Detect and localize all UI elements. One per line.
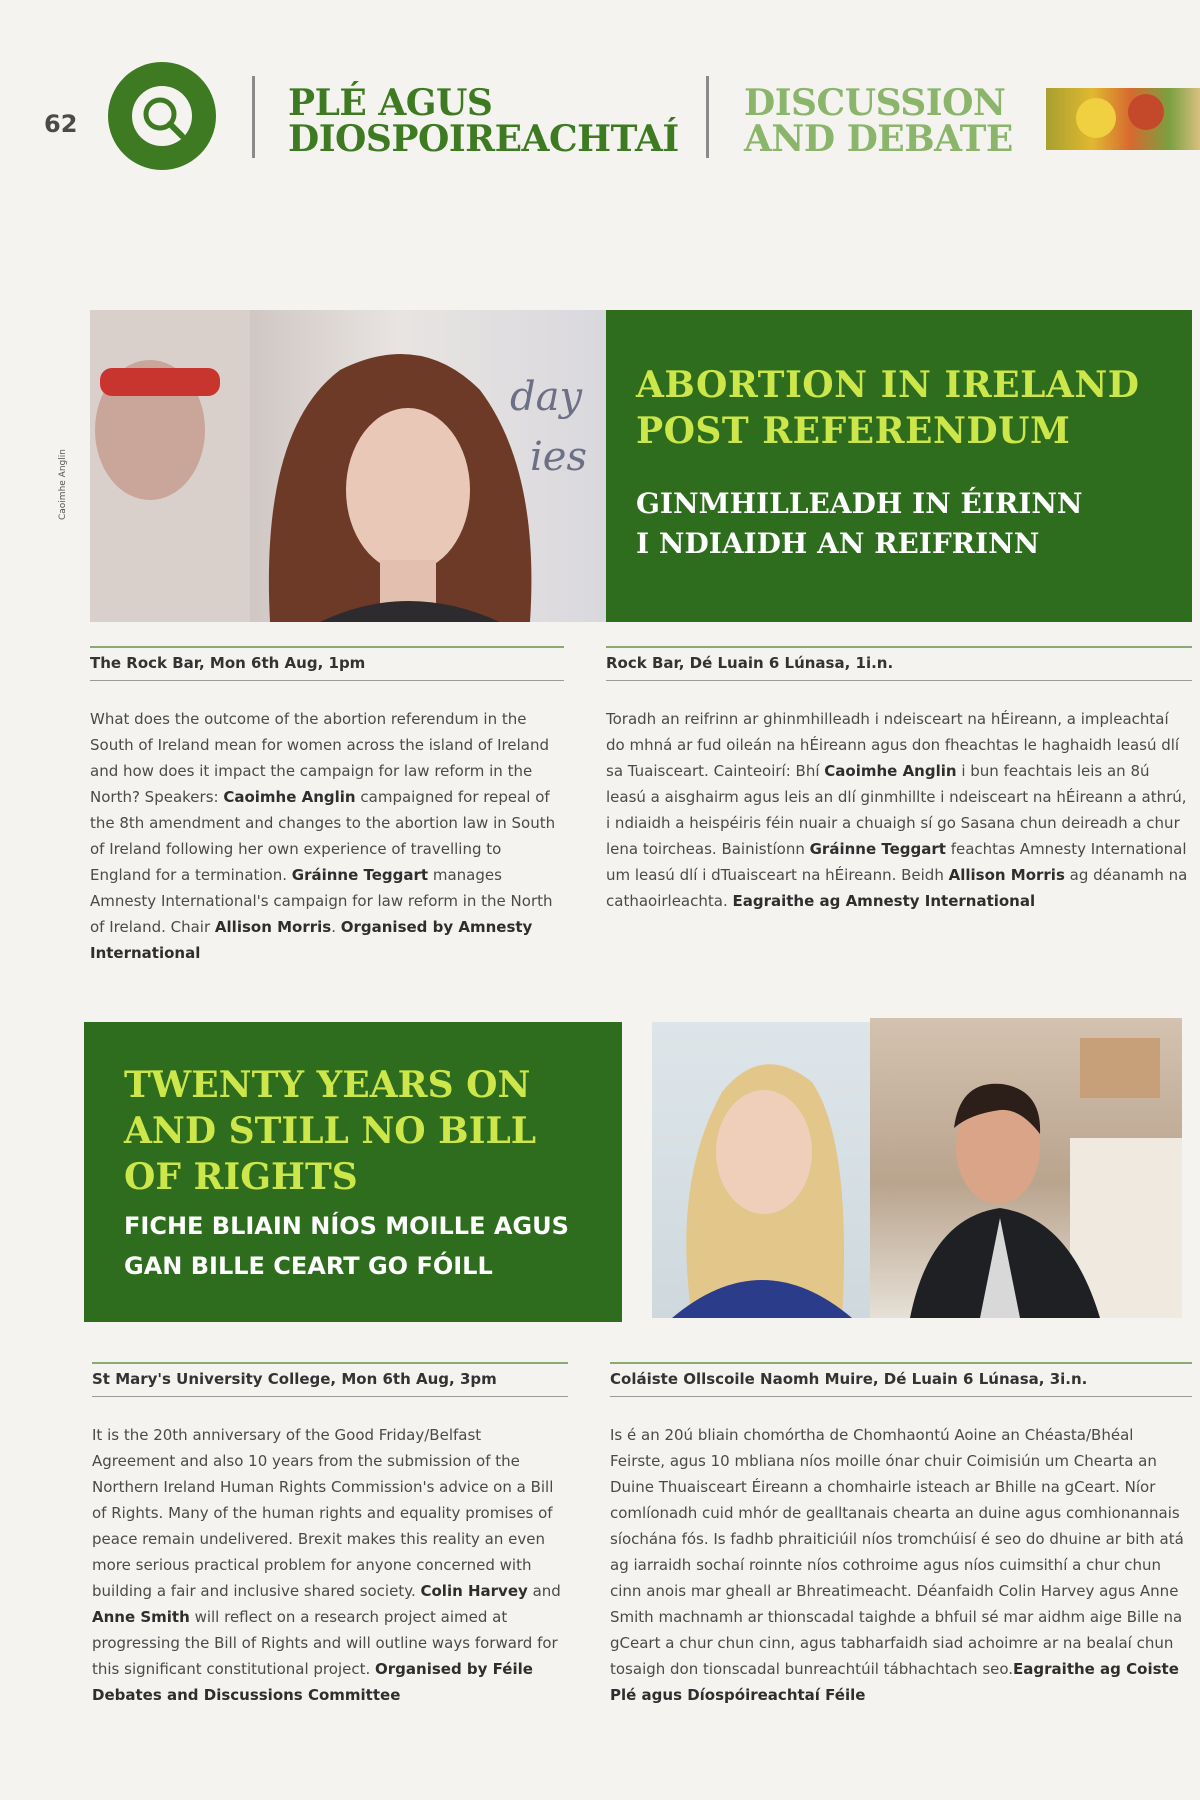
event2-description-irish: Is é an 20ú bliain chomórtha de Chomhaontú Aoine an Chéasta/Bhéal Feirste, agus 10 mbliana níos moille ónar chuir Coimisiún um Chearta an Duine Thuaisceart Éireann a chomhairle isteach ar Bhille na gCeart. Níor comlíonadh cuid mhór de gealltanais chearta an duine agus comhionannais síochána fós. Is fadhb phraiticiúil níos tromchúisí é seo do dhuine ar bith atá ag iarraidh sochaí roinnte níos cothroime agus níos cuimsithí a chur chun cinn anois mar gheall ar Bhreatimeacht. Déanfaidh Colin Harvey agus Anne Smith machnamh ar thionscadal taighde a bhfuil sé mar aidhm aige Bille na gCeart a chur chun cinn, agus tabharfaidh siad achoimre ar na bealaí chun tosaigh don tionscadal bunreachtúil tábhachtach seo.Eagraithe ag Coiste Plé agus Díospóireachtaí Féile xyxy=(610,1426,1184,1704)
event1-title-english: ABORTION IN IRELAND POST REFERENDUM xyxy=(636,364,1140,452)
event2-venue-irish: Coláiste Ollscoile Naomh Muire, Dé Luain 6 Lúnasa, 3i.n. xyxy=(610,1370,1088,1388)
svg-text:ies: ies xyxy=(530,434,587,480)
divider xyxy=(606,646,1192,648)
event2-title-english: TWENTY YEARS ON AND STILL NO BILL OF RIGHTS xyxy=(124,1064,537,1198)
photo-credit: Caoimhe Anglin xyxy=(58,449,68,520)
divider xyxy=(606,680,1192,681)
header-divider xyxy=(706,76,709,158)
section-title-irish: PLÉ AGUS DIOSPOIREACHTAÍ xyxy=(288,82,679,160)
event2-description-english: It is the 20th anniversary of the Good Friday/Belfast Agreement and also 10 years from the submission of the Northern Ireland Human Rights Commission's advice on a Bill of Rights. Many of the human rights and equality promises of peace remain undelivered. Brexit makes this reality an even more serious practical problem for anyone concerned with building a fair and inclusive shared society. Colin Harvey and Anne Smith will reflect on a research project aimed at progressing the Bill of Rights and will outline ways forward for this significant constitutional project. Organised by Féile Debates and Discussions Committee xyxy=(92,1426,561,1704)
event1-description-english: What does the outcome of the abortion referendum in the South of Ireland mean for women across the island of Ireland and how does it impact the campaign for law reform in the North? Speakers: Caoimhe Anglin campaigned for repeal of the 8th amendment and changes to the abortion law in South of Ireland following her own experience of travelling to England for a termination. Gráinne Teggart manages Amnesty International's campaign for law reform in the North of Ireland. Chair Allison Morris. Organised by Amnesty International xyxy=(90,710,556,962)
header-divider xyxy=(252,76,255,158)
header-photo-strip xyxy=(1046,88,1200,150)
event1-title-banner xyxy=(606,310,1192,622)
event1-title-irish: GINMHILLEADH IN ÉIRINN I NDIAIDH AN REIFRINN xyxy=(636,487,1083,560)
event1-description-irish: Toradh an reifrinn ar ghinmhilleadh i ndeisceart na hÉireann, a impleachtaí do mhná ar fud oileán na hÉireann agus don fheachtas le haghaidh leasú dlí sa Tuaisceart. Cainteoirí: Bhí Caoimhe Anglin i bun feachtais leis an 8ú leasú a aisghairm agus leis an dlí ginmhillte i ndeisceart na hÉireann a athrú, i ndiaidh a heispéiris féin nuair a chuaigh sí go Sasana chun deireadh a chur lena toircheas. Bainistíonn Gráinne Teggart feachtas Amnesty International um leasú dlí i dTuaisceart na hÉireann. Beidh Allison Morris ag déanamh na cathaoirleachta. Eagraithe ag Amnesty International xyxy=(606,710,1188,910)
divider xyxy=(92,1396,568,1397)
divider xyxy=(90,680,564,681)
speaker-photo-anne-smith xyxy=(652,1022,870,1318)
speaker-photo-caoimhe-anglin xyxy=(90,310,606,622)
event2-title-banner xyxy=(84,1022,622,1322)
divider xyxy=(90,646,564,648)
section-title-english: DISCUSSION AND DEBATE xyxy=(744,82,1013,160)
discussion-logo-icon xyxy=(108,62,216,170)
event2-title-irish: FICHE BLIAIN NÍOS MOILLE AGUS GAN BILLE CEART GO FÓILL xyxy=(124,1212,569,1280)
speaker-photo-colin-harvey xyxy=(870,1018,1182,1318)
divider xyxy=(610,1362,1192,1364)
divider xyxy=(610,1396,1192,1397)
event1-venue-english: The Rock Bar, Mon 6th Aug, 1pm xyxy=(90,654,366,672)
page-number: 62 xyxy=(44,110,78,138)
divider xyxy=(92,1362,568,1364)
event1-venue-irish: Rock Bar, Dé Luain 6 Lúnasa, 1i.n. xyxy=(606,654,894,672)
event2-venue-english: St Mary's University College, Mon 6th Aug, 3pm xyxy=(92,1370,497,1388)
svg-text:day: day xyxy=(510,374,583,420)
